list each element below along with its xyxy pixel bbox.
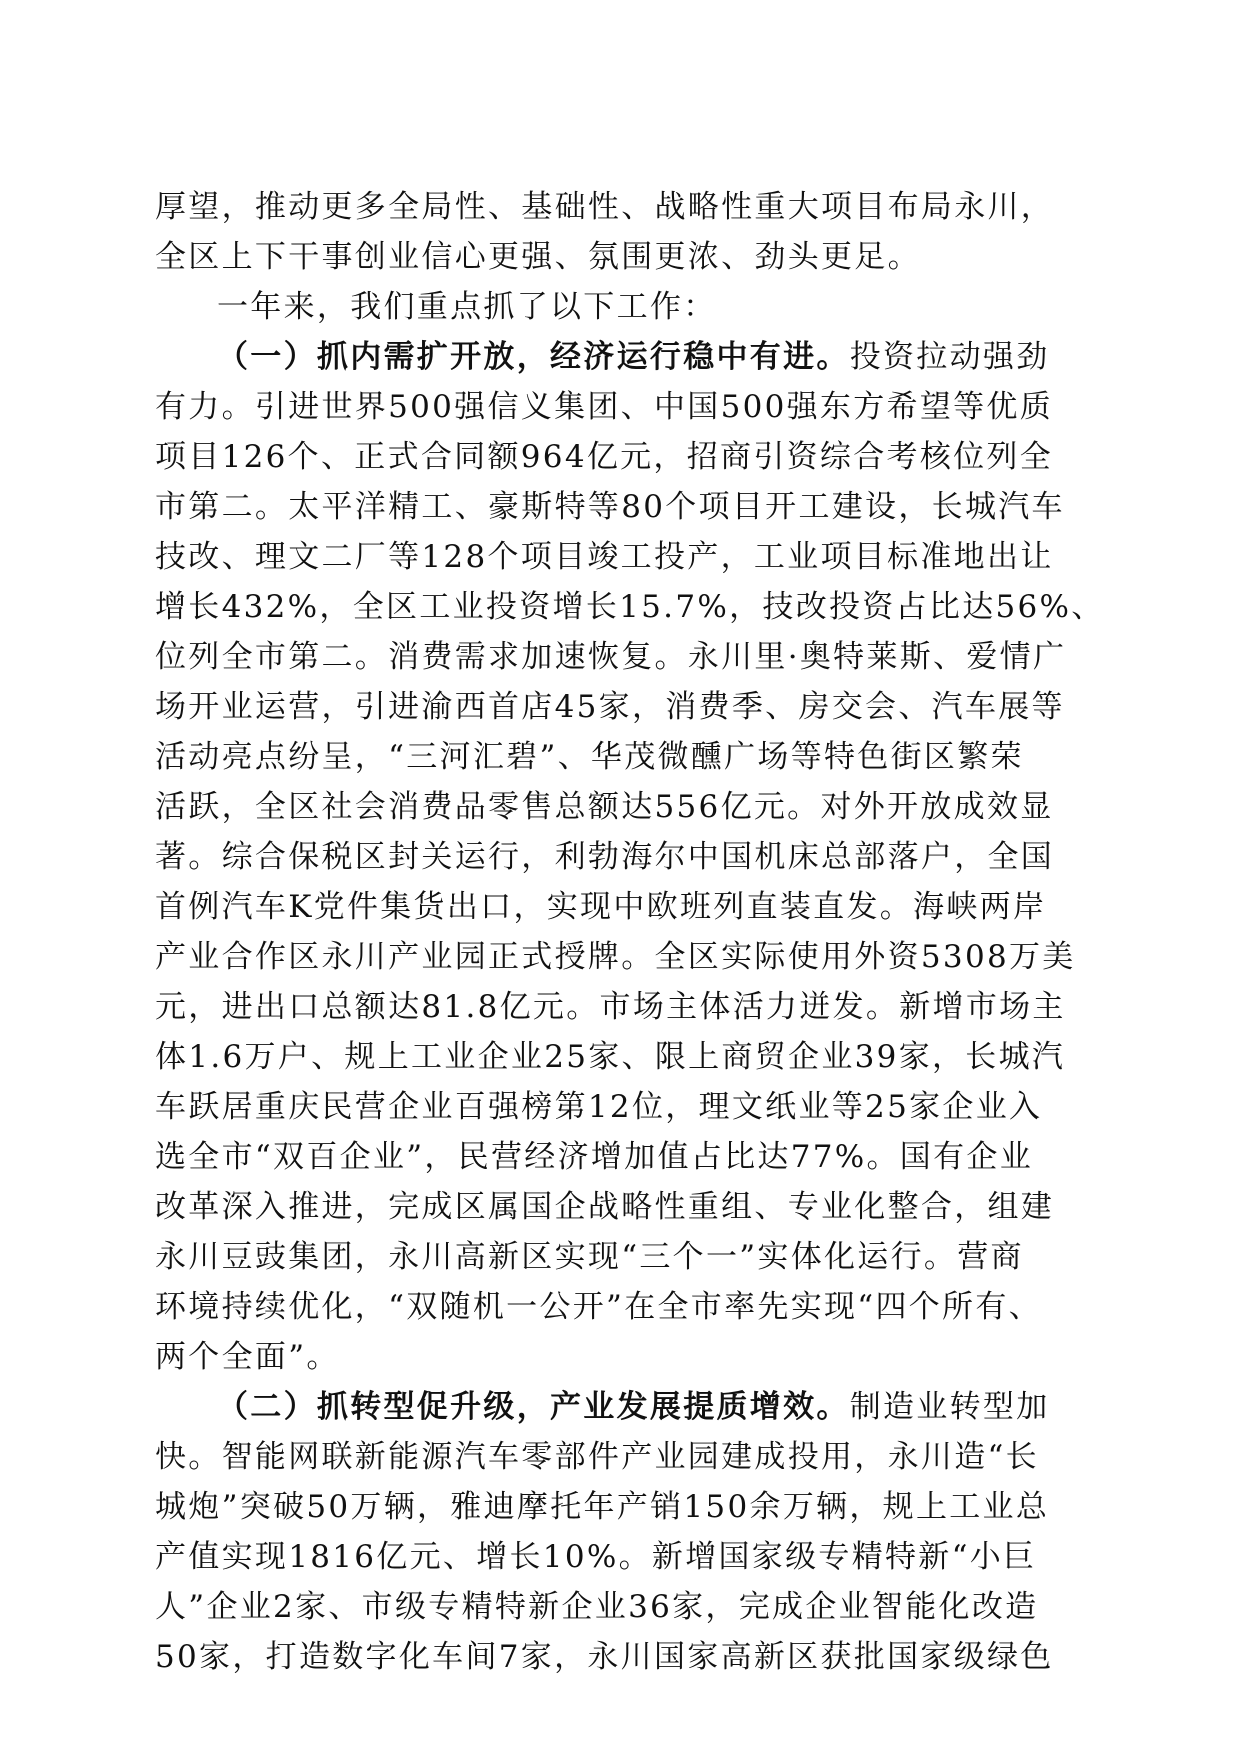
text-line: 元，进出口总额达81.8亿元。市场主体活力迸发。新增市场主 [155,989,1066,1025]
section-2-heading: （二）抓转型促升级，产业发展提质增效。 [217,1389,850,1425]
text-line: 50家，打造数字化车间7家，永川国家高新区获批国家级绿色 [155,1639,1054,1675]
text-line: 选全市“双百企业”，民营经济增加值占比达77%。国有企业 [155,1139,1033,1175]
section-1-first-line [217,332,1147,382]
text-line: 人”企业2家、市级专精特新企业36家，完成企业智能化改造 [155,1589,1039,1625]
text-line: 两个全面”。 [155,1339,340,1375]
section-2-text: 制造业转型加 [849,1389,1050,1425]
text-line: 体1.6万户、规上工业企业25家、限上商贸企业39家，长城汽 [155,1039,1066,1075]
text-line: 快。智能网联新能源汽车零部件产业园建成投用，永川造“长 [155,1439,1039,1475]
text-line: 场开业运营，引进渝西首店45家，消费季、房交会、汽车展等 [155,689,1065,725]
text-line: 城炮”突破50万辆，雅迪摩托年产销150余万辆，规上工业总 [155,1489,1050,1525]
text-line: 产值实现1816亿元、增长10%。新增国家级专精特新“小巨 [155,1539,1037,1575]
text-line: 首例汽车K党件集货出口，实现中欧班列直装直发。海峡两岸 [155,889,1047,925]
text-line: 增长432%，全区工业投资增长15.7%，技改投资占比达56%、 [155,589,1105,625]
text-line: 项目126个、正式合同额964亿元，招商引资综合考核位列全 [155,439,1054,475]
text-line: 环境持续优化，“双随机一公开”在全市率先实现“四个所有、 [155,1289,1042,1325]
text-line: 有力。引进世界500强信义集团、中国500强东方希望等优质 [155,389,1054,425]
text-line: 全区上下干事创业信心更强、氛围更浓、劲头更足。 [155,239,921,275]
text-line: 市第二。太平洋精工、豪斯特等80个项目开工建设，长城汽车 [155,489,1065,525]
text-line: 车跃居重庆民营企业百强榜第12位，理文纸业等25家企业入 [155,1089,1043,1125]
section-1-text: 投资拉动强劲 [849,339,1050,375]
text-line: 技改、理文二厂等128个项目竣工投产，工业项目标准地出让 [155,539,1054,575]
text-line: 活跃，全区社会消费品零售总额达556亿元。对外开放成效显 [155,789,1054,825]
text-line: 永川豆豉集团，永川高新区实现“三个一”实体化运行。营商 [155,1239,1024,1275]
text-line: 著。综合保税区封关运行，利勃海尔中国机床总部落户，全国 [155,839,1055,875]
section-1-heading: （一）抓内需扩开放，经济运行稳中有进。 [217,339,850,375]
section-2-first-line [217,1382,1147,1432]
text-line: 改革深入推进，完成区属国企战略性重组、专业化整合，组建 [155,1189,1055,1225]
text-line: 产业合作区永川产业园正式授牌。全区实际使用外资5308万美 [155,939,1076,975]
text-line: 位列全市第二。消费需求加速恢复。永川里·奥特莱斯、爱情广 [155,639,1067,675]
text-line: 活动亮点纷呈，“三河汇碧”、华茂微醺广场等特色街区繁荣 [155,739,1024,775]
text-line: 厚望，推动更多全局性、基础性、战略性重大项目布局永川， [155,189,1055,225]
text-line: 一年来，我们重点抓了以下工作： [217,289,717,325]
